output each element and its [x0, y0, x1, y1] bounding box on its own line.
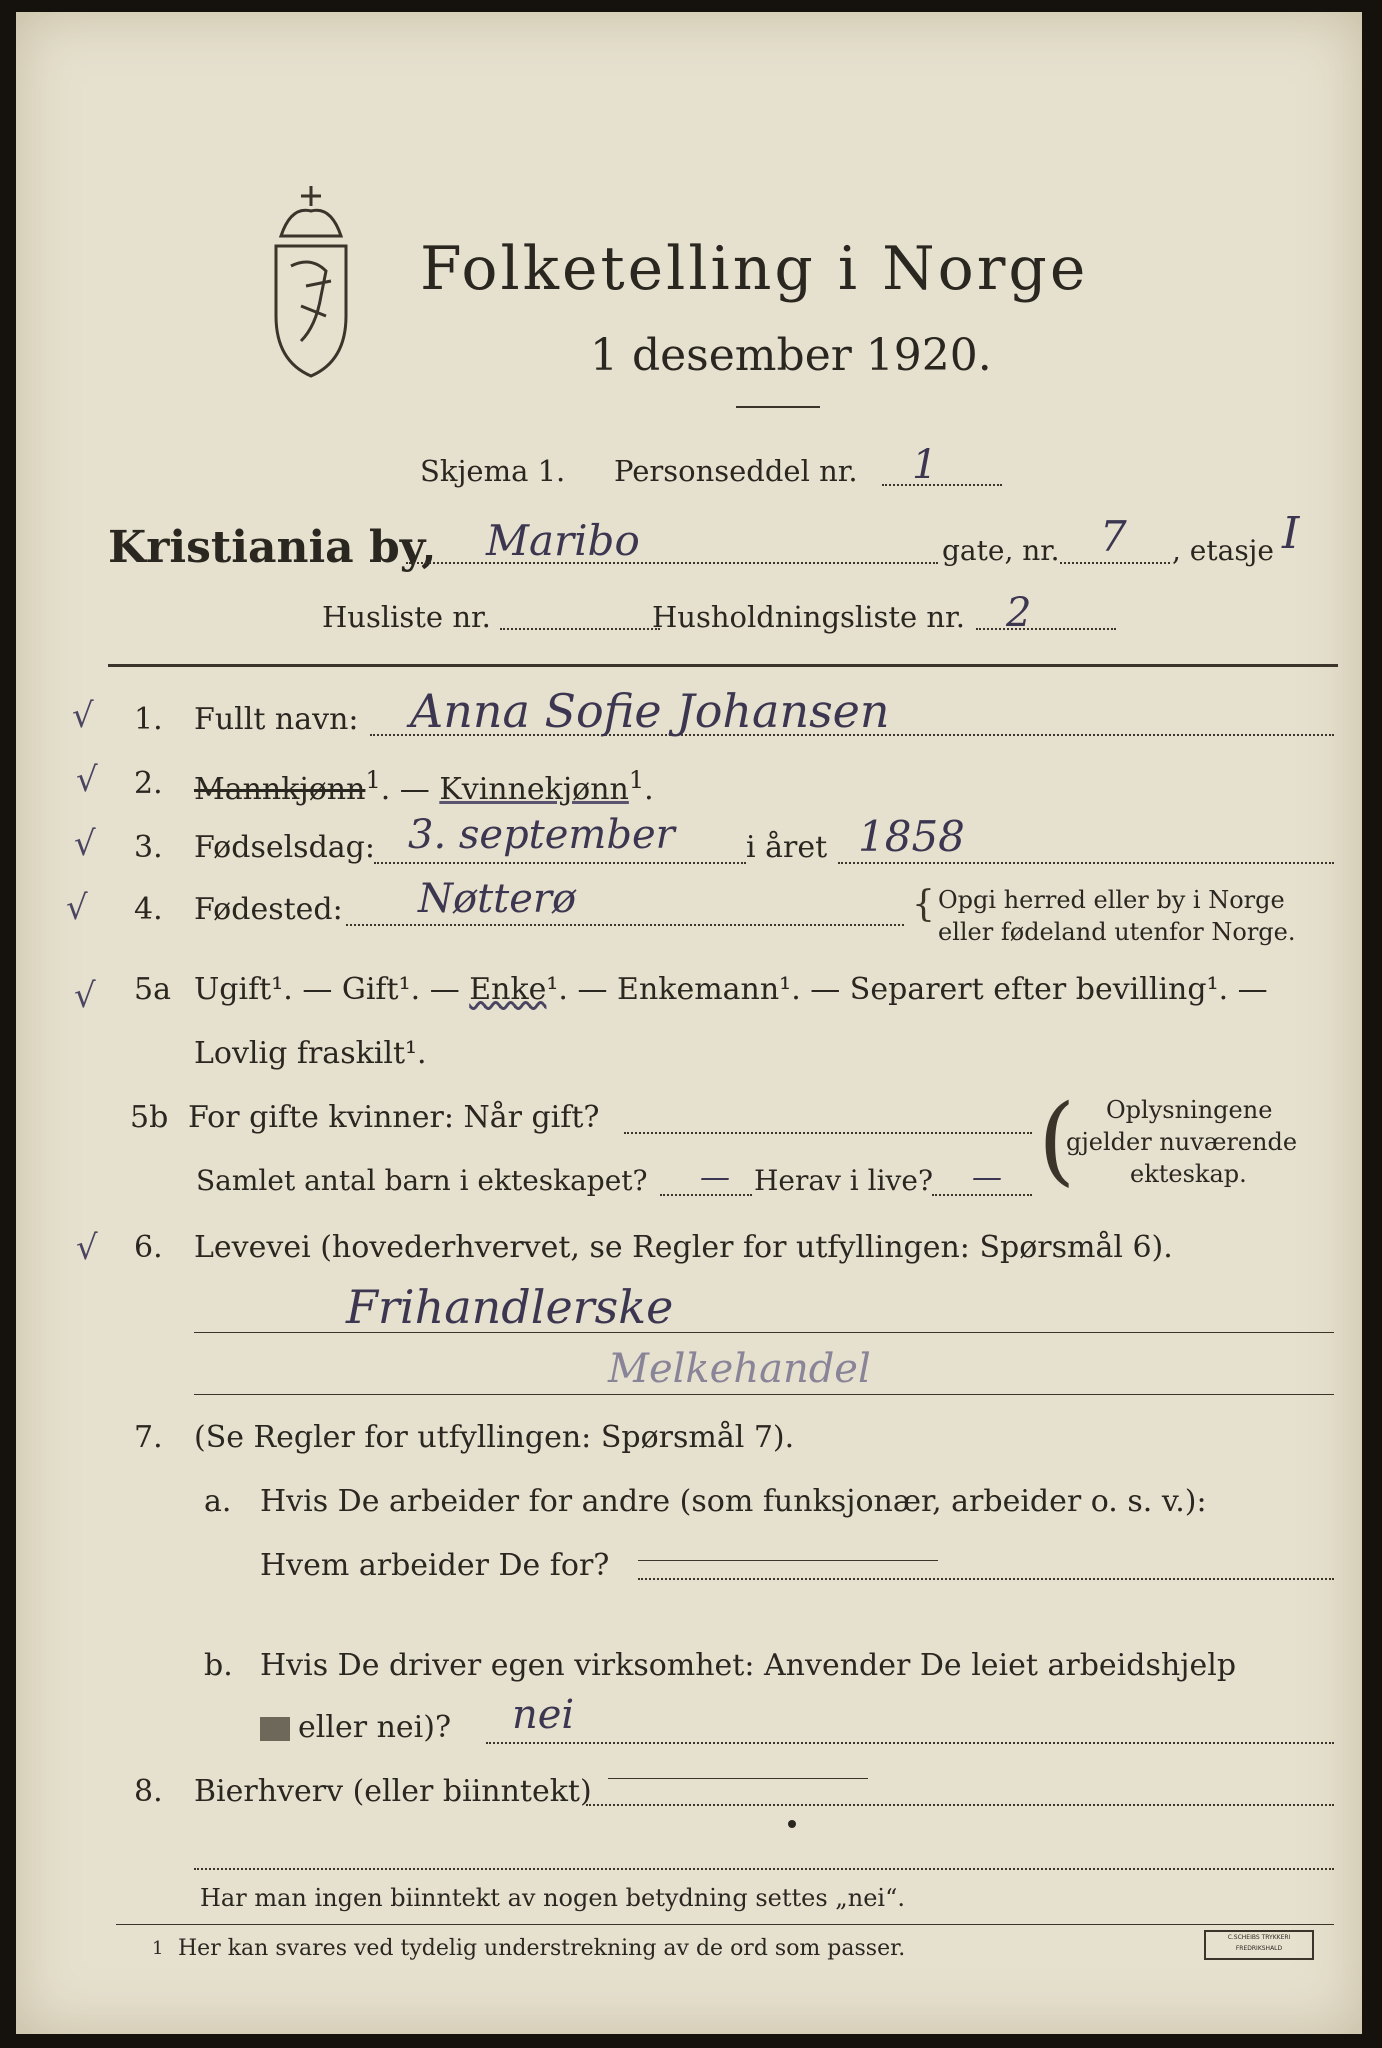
q5b-live-value: —	[972, 1160, 1002, 1195]
q8-scribble-line	[608, 1778, 868, 1779]
checkmark-q1: √	[72, 696, 94, 736]
q7b-text2-label: eller nei)?	[298, 1710, 452, 1745]
q7a-line	[638, 1578, 1334, 1580]
etasje-value: I	[1282, 508, 1300, 559]
q1-label: Fullt navn:	[194, 702, 359, 737]
q4-label: Fødested:	[194, 892, 343, 927]
q7b-line	[486, 1742, 1334, 1744]
personseddel-value: 1	[912, 442, 938, 488]
q2-separator: . —	[380, 772, 440, 807]
q5b-note-line2: gjelder nuværende	[1066, 1128, 1298, 1156]
q6-line2	[194, 1394, 1334, 1395]
q7-label: (Se Regler for utfyllingen: Spørsmål 7).	[194, 1420, 795, 1455]
q2-footnote-ref-2: 1	[628, 766, 645, 794]
personseddel-line	[882, 484, 1002, 486]
q5a-first-options: Ugift¹. — Gift¹. —	[194, 972, 460, 1007]
q3-year-value: 1858	[858, 812, 965, 861]
q4-note-bracket: {	[912, 884, 935, 925]
q8-line2	[194, 1868, 1334, 1870]
q8-number: 8.	[134, 1774, 163, 1809]
q5b-label2: Samlet antal barn i ekteskapet?	[196, 1164, 648, 1197]
q7b-text2	[260, 1710, 451, 1745]
census-form	[16, 12, 1362, 2034]
q7b-letter: b.	[204, 1648, 233, 1683]
q3-day-line	[374, 862, 746, 864]
footnote-text: Her kan svares ved tydelig understrekning av de ord som passer.	[178, 1936, 906, 1961]
q2-female-option: Kvinnekjønn	[439, 772, 629, 807]
q7a-letter: a.	[204, 1484, 232, 1519]
q5b-note-bracket: (	[1038, 1084, 1076, 1196]
q3-year-line	[838, 862, 1334, 864]
q4-number: 4.	[134, 892, 163, 927]
printer-stamp: C.SCHEIBS TRYKKERI FREDRIKSHALD	[1204, 1930, 1314, 1960]
gate-label: gate, nr.	[942, 534, 1060, 567]
q3-day-value: 3. september	[408, 812, 675, 858]
q8-line	[586, 1804, 1334, 1806]
street-value: Maribo	[486, 516, 640, 565]
q4-line	[346, 924, 904, 926]
q8-label: Bierhverv (eller biinntekt)	[194, 1774, 592, 1809]
footnote-mark: 1	[152, 1938, 164, 1959]
q5a-number: 5a	[134, 972, 171, 1007]
footer-divider	[116, 1924, 1334, 1925]
q5b-label1: For gifte kvinner: Når gift?	[188, 1100, 600, 1135]
checkmark-q2: √	[76, 760, 98, 800]
gate-nr-value: 7	[1100, 512, 1127, 561]
q4-value: Nøtterø	[418, 876, 577, 922]
skjema-label: Skjema 1.	[420, 454, 566, 488]
q7b-value: nei	[512, 1692, 575, 1738]
q1-value: Anna Sofie Johansen	[410, 684, 890, 738]
coat-of-arms-icon	[256, 176, 366, 386]
gate-nr-line	[1060, 562, 1170, 564]
q5b-number: 5b	[130, 1100, 169, 1135]
form-title: Folketelling i Norge	[420, 234, 1089, 304]
personseddel-label: Personseddel nr.	[614, 454, 858, 488]
q6-number: 6.	[134, 1230, 163, 1265]
q4-note-line1: Opgi herred eller by i Norge	[938, 886, 1285, 914]
q3-label: Fødselsdag:	[194, 830, 375, 865]
q3-number: 3.	[134, 830, 163, 865]
q6-value1: Frihandlerske	[346, 1280, 674, 1334]
q6-line1	[194, 1332, 1334, 1333]
q2-end: .	[644, 772, 654, 807]
checkmark-q4: √	[66, 888, 88, 928]
q7a-scribble-line	[638, 1560, 938, 1561]
header-divider	[108, 664, 1338, 667]
q2-number: 2.	[134, 766, 163, 801]
form-date: 1 desember 1920.	[590, 330, 992, 381]
q5b-when-line	[624, 1132, 1032, 1134]
q5b-note-line1: Oplysningene	[1106, 1096, 1273, 1124]
q5a-enke-option: Enke	[469, 972, 547, 1007]
q1-number: 1.	[134, 702, 163, 737]
q7a-text2: Hvem arbeider De for?	[260, 1548, 610, 1583]
q5a-options	[194, 972, 1268, 1007]
husliste-line	[500, 628, 660, 630]
q2-male-option: Mannkjønn	[194, 772, 366, 807]
etasje-label: , etasje	[1172, 534, 1274, 567]
q5b-note-line3: ekteskap.	[1130, 1160, 1247, 1188]
husholdning-value: 2	[1006, 590, 1032, 636]
q3-year-label: i året	[746, 830, 828, 865]
q7a-text: Hvis De arbeider for andre (som funksjonær, arbeider o. s. v.):	[260, 1484, 1207, 1519]
q4-note-line2: eller fødeland utenfor Norge.	[938, 918, 1296, 946]
checkmark-q5a: √	[74, 976, 96, 1016]
q5b-barn-value: —	[700, 1160, 730, 1195]
husholdning-label: Husholdningsliste nr.	[652, 600, 965, 634]
q7b-text: Hvis De driver egen virksomhet: Anvender De leiet arbeidshjelp	[260, 1648, 1237, 1683]
q5b-label3: Herav i live?	[754, 1164, 933, 1197]
q2-options	[194, 766, 654, 807]
husholdning-line	[976, 628, 1116, 630]
title-divider	[736, 406, 820, 408]
footer-note: Har man ingen biinntekt av nogen betydning settes „nei“.	[200, 1884, 905, 1912]
city-label: Kristiania by,	[108, 522, 437, 573]
q6-value2: Melkehandel	[608, 1346, 871, 1392]
checkmark-q3: √	[74, 824, 96, 864]
checkmark-q6: √	[76, 1228, 98, 1268]
q7-number: 7.	[134, 1420, 163, 1455]
q2-footnote-ref-1: 1	[365, 766, 381, 794]
q5a-line2: Lovlig fraskilt¹.	[194, 1036, 427, 1071]
ink-dot	[788, 1820, 796, 1828]
q7b-struck-option-mark	[260, 1717, 290, 1741]
husliste-label: Husliste nr.	[322, 600, 491, 634]
q5a-remaining-options: ¹. — Enkemann¹. — Separert efter bevilling¹. —	[546, 972, 1268, 1007]
q6-label: Levevei (hovederhvervet, se Regler for utfyllingen: Spørsmål 6).	[194, 1230, 1173, 1265]
